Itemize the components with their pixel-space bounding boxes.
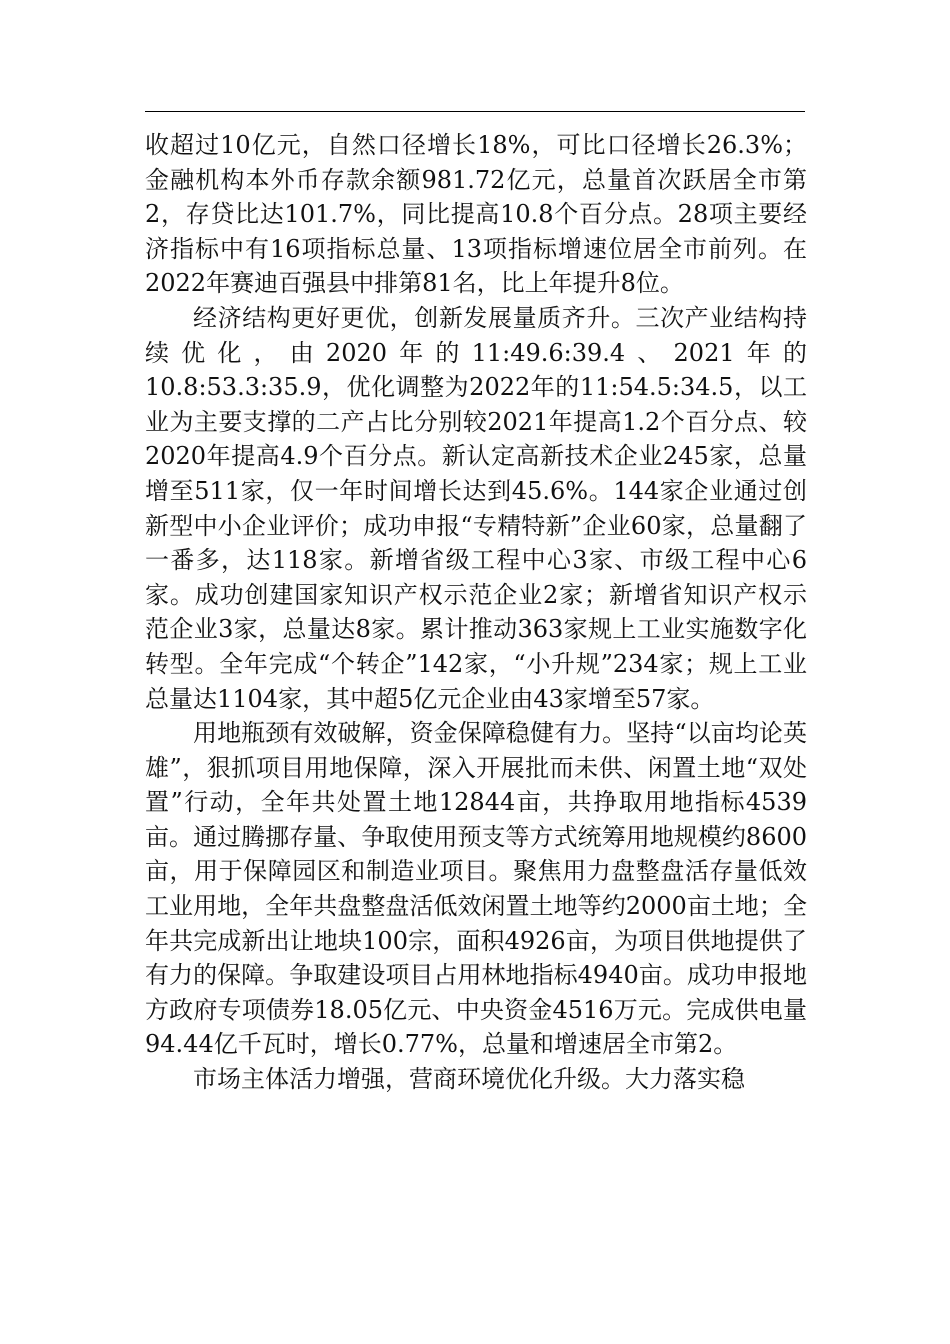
paragraph-1: 收超过10亿元，自然口径增长18%，可比口径增长26.3%；金融机构本外币存款余额981.72亿元，总量首次跃居全市第2，存贷比达101.7%，同比提高10.8个百分点。28项主要经济指标中有16项指标总量、13项指标增速位居全市前列。在2022年赛迪百强县中排第81名，比上年提升8位。 [145,131,807,298]
paragraph-3: 用地瓶颈有效破解，资金保障稳健有力。坚持“以亩均论英雄”，狠抓项目用地保障，深入开展批而未供、闲置土地“双处置”行动，全年共处置土地12844亩，共挣取用地指标4539亩。通过腾挪存量、争取使用预支等方式统筹用地规模约8600亩，用于保障园区和制造业项目。聚焦用力盘整盘活存量低效工业用地，全年共盘整盘活低效闲置土地等约2000亩土地；全年共完成新出让地块100宗，面积4926亩，为项目供地提供了有力的保障。争取建设项目占用林地指标4940亩。成功申报地方政府专项债券18.05亿元、中央资金4516万元。完成供电量94.44亿千瓦时，增长0.77%，总量和增速居全市第2。 [145,719,807,1059]
paragraph-2: 经济结构更好更优，创新发展量质齐升。三次产业结构持续优化，由2020年的11:49.6:39.4、2021年的10.8:53.3:35.9，优化调整为2022年的11:54.5:34.5，以工业为主要支撑的二产占比分别较2021年提高1.2个百分点、较2020年提高4.9个百分点。新认定高新技术企业245家，总量增至511家，仅一年时间增长达到45.6%。144家企业通过创新型中小企业评价；成功申报“专精特新”企业60家，总量翻了一番多，达118家。新增省级工程中心3家、市级工程中心6家。成功创建国家知识产权示范企业2家；新增省知识产权示范企业3家，总量达8家。累计推动363家规上工业实施数字化转型。全年完成“个转企”142家，“小升规”234家；规上工业总量达1104家，其中超5亿元企业由43家增至57家。 [145,303,807,713]
header-rule [145,111,805,112]
document-body [145,128,807,1097]
paragraph-4: 市场主体活力增强，营商环境优化升级。大力落实稳 [193,1065,745,1094]
